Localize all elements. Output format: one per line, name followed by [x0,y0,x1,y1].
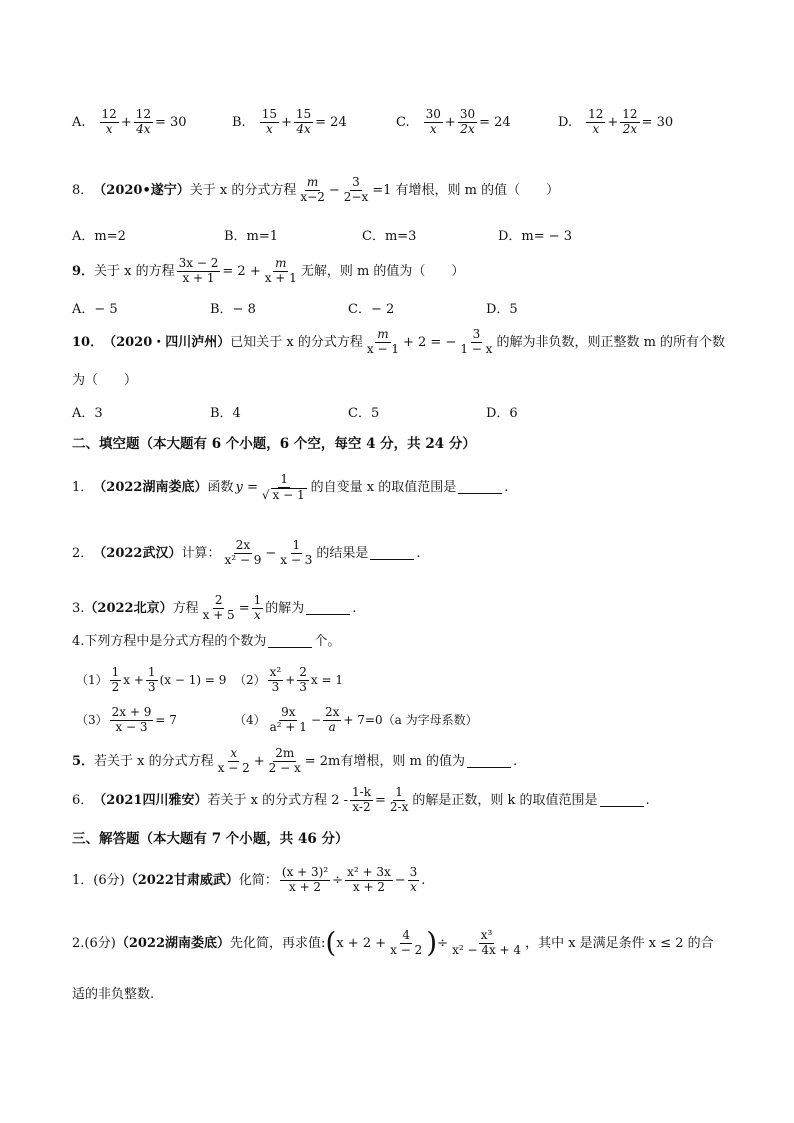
fill-5-text: 若关于 x 的分式方程 [94,753,214,769]
q9-choice-c: C．− 2 [348,302,395,317]
fill-4-eq4-f1d: a² + 1 [269,719,307,734]
fill-4-eq2-f2n: 2 [299,665,307,679]
q8-minus: − [328,182,340,198]
q10-source: （2020・四川泸州） [103,334,231,350]
q7-b-rhs: = 24 [315,114,347,130]
fill-2-frac1-den: x² − 9 [224,552,262,567]
fill-4-eq4-f2d: a [328,719,336,734]
q7-d-frac1-den: x [592,121,600,136]
solve-2-frac2-num: x³ [480,928,493,942]
q8-text-tail: =1 有增根，则 m 的值（ ） [372,182,560,198]
fill-4-eq2 [234,666,343,695]
fill-5-end: . [512,753,518,769]
q10-choice-c: C．5 [348,406,380,421]
solve-1-points: (6分) [93,872,125,888]
q9-frac2-den: x + 1 [264,270,297,285]
fill-2-frac1-num: 2x [235,538,251,552]
fill-2-text: 计算： [181,545,221,561]
q10-text: 已知关于 x 的分式方程 [230,334,363,350]
q10-choice-b: B．4 [210,406,241,421]
q10-stem [72,328,725,357]
q10-frac1-num: m [377,327,389,341]
solve-1-text: 化简： [238,872,278,888]
fill-4-eq1-f2n: 1 [147,665,156,679]
fill-2 [72,539,421,568]
solve-2-expr: x + 2 + [336,935,387,951]
fill-6-frac2-num: 1 [395,785,403,799]
q8-choice-d: D．m= − 3 [498,229,573,244]
fill-5-answer-blank[interactable] [467,755,511,768]
fill-4-eq2-f1d: 3 [271,679,280,694]
fill-2-frac2-den: x − 3 [280,552,313,567]
fill-5-frac2-den: 2 − x [268,760,301,775]
fill-6-frac2-den: 2-x [389,799,409,814]
fill-4-eq2-f1n: x² [269,665,282,679]
fill-4-stem [72,635,340,648]
solve-1-frac1-den: x + 2 [288,879,322,894]
solve-1-frac2-den: x + 2 [352,879,385,894]
fill-4-eq4-minus: − [310,713,321,728]
q10-number: 10． [72,334,104,350]
solve-2-text: 先化简，再求值: [230,935,326,951]
fill-4-eq4-tail: + 7=0 [343,713,383,728]
solve-2-source: （2022湖南娄底） [115,935,231,951]
fill-4-eq4-f2n: 2x [325,705,340,719]
q8-choice-c: C．m=3 [362,229,417,244]
fill-3 [72,594,356,623]
fill-1-answer-blank[interactable] [458,481,502,494]
solve-1-frac1-num: (x + 3)² [281,865,329,879]
fill-4-eq2-label: （2） [234,673,266,688]
fill-1 [72,473,508,503]
fill-4-eq3-f1n: 2x + 9 [111,705,152,719]
solve-2-frac1-den: x − 2 [390,942,423,957]
solve-2-points: (6分) [84,935,116,951]
sqrt-icon: √ [261,487,270,502]
fill-6-source: （2021四川雅安） [93,792,208,808]
fill-3-end: . [352,600,357,616]
fill-3-source: （2022北京） [84,600,173,616]
fill-6-end: . [645,792,650,808]
fill-4-eq4 [234,706,478,735]
q7-c-frac2-den: 2x [460,121,475,136]
fill-3-frac2-den: x [254,607,261,622]
fill-4-eq2-tail: x = 1 [310,673,344,688]
solve-1-number: 1． [72,872,94,888]
fill-6-answer-blank[interactable] [600,794,644,807]
solve-2-number: 2. [72,935,85,951]
q7-d-frac1-num: 12 [588,107,604,121]
solve-2-frac1-num: 4 [402,928,410,942]
fill-4-eq3 [76,706,177,735]
fill-2-text-tail: 的结果是 [316,545,369,561]
fill-2-number: 2． [72,545,94,561]
fill-3-answer-blank[interactable] [306,602,350,615]
q8-choice-b: B．m=1 [224,229,279,244]
q7-option-d-label: D. [558,114,573,130]
q10-text-line2: 为（ ） [72,373,138,388]
q7-b-frac1-num: 15 [261,107,277,121]
fill-3-frac1-num: 2 [214,593,223,607]
q9-text-tail: 无解，则 m 的值为（ ） [300,263,465,279]
q7-c-frac1-den: x [429,121,437,136]
fill-4-eq3-f1d: x − 3 [115,719,148,734]
q7-option-c: C. $\frac{30}{x}$ + $\frac{30}{2x}$ = 24 [396,107,511,136]
fill-1-text-tail: 的自变量 x 的取值范围是 [310,480,457,496]
fill-4-eq2-plus: + [285,673,296,688]
q9-text: 关于 x 的方程 [94,263,175,279]
fill-5-frac1-num: x [230,746,238,760]
q9-frac1-den: x + 1 [182,270,215,285]
q8-text: 关于 x 的分式方程 [189,182,297,198]
fill-4-eq1 [76,666,226,695]
fill-6-eq: = [374,792,386,808]
fill-5-number: 5． [72,753,95,769]
fill-5-frac1-den: x − 2 [217,760,250,775]
fill-1-num: 1 [280,472,289,486]
q7-c-frac2-num: 30 [459,107,476,121]
q7-c-frac1-num: 30 [425,107,441,121]
fill-1-end: . [504,480,509,496]
fill-1-text: 函数 [207,480,234,496]
q8-stem [72,176,559,205]
solve-1-frac3-den: x [410,879,417,894]
q8-frac1-den: x−2 [300,189,325,204]
fill-5-text-tail: 有增根，则 m 的值为 [340,753,465,769]
q9-choice-b: B．− 8 [210,302,256,317]
q8-number: 8． [72,182,94,198]
solve-2-right-paren: ) [426,926,438,960]
solve-1-source: （2022甘肃威武） [124,872,239,888]
q7-option-a: A. $\frac{12}{x}$ + $\frac{12}{4x}$ = 30 [72,107,187,136]
solve-2 [72,926,714,960]
solve-1-minus: − [394,872,406,888]
q9-choice-a: A．− 5 [72,302,118,317]
fill-5-rhs: = 2m [304,753,341,769]
fill-4-eq3-tail: = 7 [155,713,177,728]
fill-4-eq4-f1n: 9x [281,705,296,719]
fill-5 [72,747,517,776]
fill-1-y: y = [235,480,258,496]
q7-d-rhs: = 30 [641,114,674,130]
q10-choice-a: A．3 [72,406,103,421]
solve-1-end: . [421,872,426,888]
fill-6-number: 6． [72,792,94,808]
q8-frac2-den: 2−x [343,189,369,204]
fill-4-eq1-f1d: 2 [111,679,120,694]
solve-2-divide: ÷ [437,935,449,951]
q10-frac2-den: 1 − x [460,341,493,356]
fill-4-eq1-label: （1） [76,673,108,688]
q7-option-a-label: A. [72,114,86,130]
q7-a-frac2-den: 4x [136,121,151,136]
fill-3-frac2-num: 1 [253,593,262,607]
fill-4-eq1-f2d: 3 [147,679,156,694]
q7-a-frac1-num: 12 [101,107,117,121]
fill-4-eq3-label: （3） [76,713,108,728]
q7-option-d: D. $\frac{12}{x}$ + $\frac{12}{2x}$ = 30 [558,107,674,136]
solve-1-divide: ÷ [332,872,344,888]
q10-choice-d: D．6 [486,406,518,421]
q7-option-b: B. $\frac{15}{x}$ + $\frac{15}{4x}$ = 24 [232,107,347,136]
fill-1-number: 1． [72,480,94,496]
q7-option-c-label: C. [396,114,410,130]
solve-1 [72,866,425,895]
fill-2-source: （2022武汉） [93,545,182,561]
q7-a-frac2-num: 12 [135,107,151,121]
q10-frac1-den: x − 1 [366,341,399,356]
solve-2-text-line2: 适的非负整数. [72,987,155,1002]
fill-3-number: 3. [72,600,85,616]
section-3-title: 三、解答题（本大题有 7 个小题，共 46 分） [72,831,349,847]
fill-3-text: 方程 [172,600,199,616]
q7-b-frac2-den: 4x [296,121,311,136]
q9-stem [72,257,464,286]
fill-2-answer-blank[interactable] [370,547,414,560]
q8-frac1-num: m [306,175,319,189]
q7-a-rhs: = 30 [155,114,187,130]
fill-1-radicand: x − 1 [272,487,305,502]
fill-6 [72,786,650,815]
fill-4-eq4-note: （a 为字母系数） [382,713,478,728]
q7-b-frac1-den: x [265,121,273,136]
fill-4-eq1-f1n: 1 [111,665,120,679]
fill-1-source: （2022湖南娄底） [93,480,208,496]
fill-2-frac2-num: 1 [292,538,301,552]
q7-a-frac1-den: x [105,121,113,136]
q9-frac1-num: 3x − 2 [178,256,219,270]
q10-frac2-num: 3 [472,327,481,341]
fill-2-end: . [416,545,421,561]
fill-4-text-tail: 个。 [314,634,341,649]
q10-text-tail: 的解为非负数，则正整数 m 的所有个数 [496,334,726,350]
fill-3-text-tail: 的解为 [265,600,305,616]
q7-c-rhs: = 24 [479,114,511,130]
q8-frac2-num: 3 [352,175,360,189]
fill-6-text: 若关于 x 的分式方程 2 - [207,792,348,808]
fill-5-frac2-num: 2m [275,746,295,760]
q7-option-b-label: B. [232,114,246,130]
q9-frac2-num: m [275,256,287,270]
q8-source: （2020•遂宁） [93,182,190,198]
fill-4-eq1-mid: x + [123,673,144,688]
fill-3-frac1-den: x + 5 [202,607,235,622]
q9-number: 9． [72,263,95,279]
q8-choice-a: A．m=2 [72,229,126,244]
section-2-title: 二、填空题（本大题有 6 个小题，6 个空，每空 4 分，共 24 分） [72,436,476,452]
solve-2-text-tail: ，其中 x 是满足条件 x ≤ 2 的合 [525,935,714,951]
solve-1-frac3-num: 3 [409,865,418,879]
fill-3-eq: = [238,600,250,616]
fill-6-text-tail: 的解是正数，则 k 的取值范围是 [412,792,598,808]
q7-d-frac2-num: 12 [622,107,638,121]
fill-4-answer-blank[interactable] [268,635,312,648]
fill-4-text: 4.下列方程中是分式方程的个数为 [72,634,267,649]
q7-b-frac2-num: 15 [295,107,312,121]
solve-1-frac2-num: x² + 3x [347,865,391,879]
fill-4-eq1-tail: (x − 1) = 9 [159,673,227,688]
solve-2-frac2-den: x² − 4x + 4 [452,942,522,957]
q10-eq: + 2 = − [402,334,457,350]
fill-2-minus: − [265,545,277,561]
q9-eq: = 2 + [222,263,261,279]
fill-4-eq4-label: （4） [234,713,266,728]
fill-4-eq2-f2d: 3 [299,679,307,694]
q9-choice-d: D．5 [486,302,518,317]
solve-2-left-paren: ( [325,926,337,960]
fill-6-frac1-den: x-2 [352,799,371,814]
q7-d-frac2-den: 2x [622,121,638,136]
fill-6-frac1-num: 1-k [352,785,371,799]
fill-5-plus: + [253,753,265,769]
